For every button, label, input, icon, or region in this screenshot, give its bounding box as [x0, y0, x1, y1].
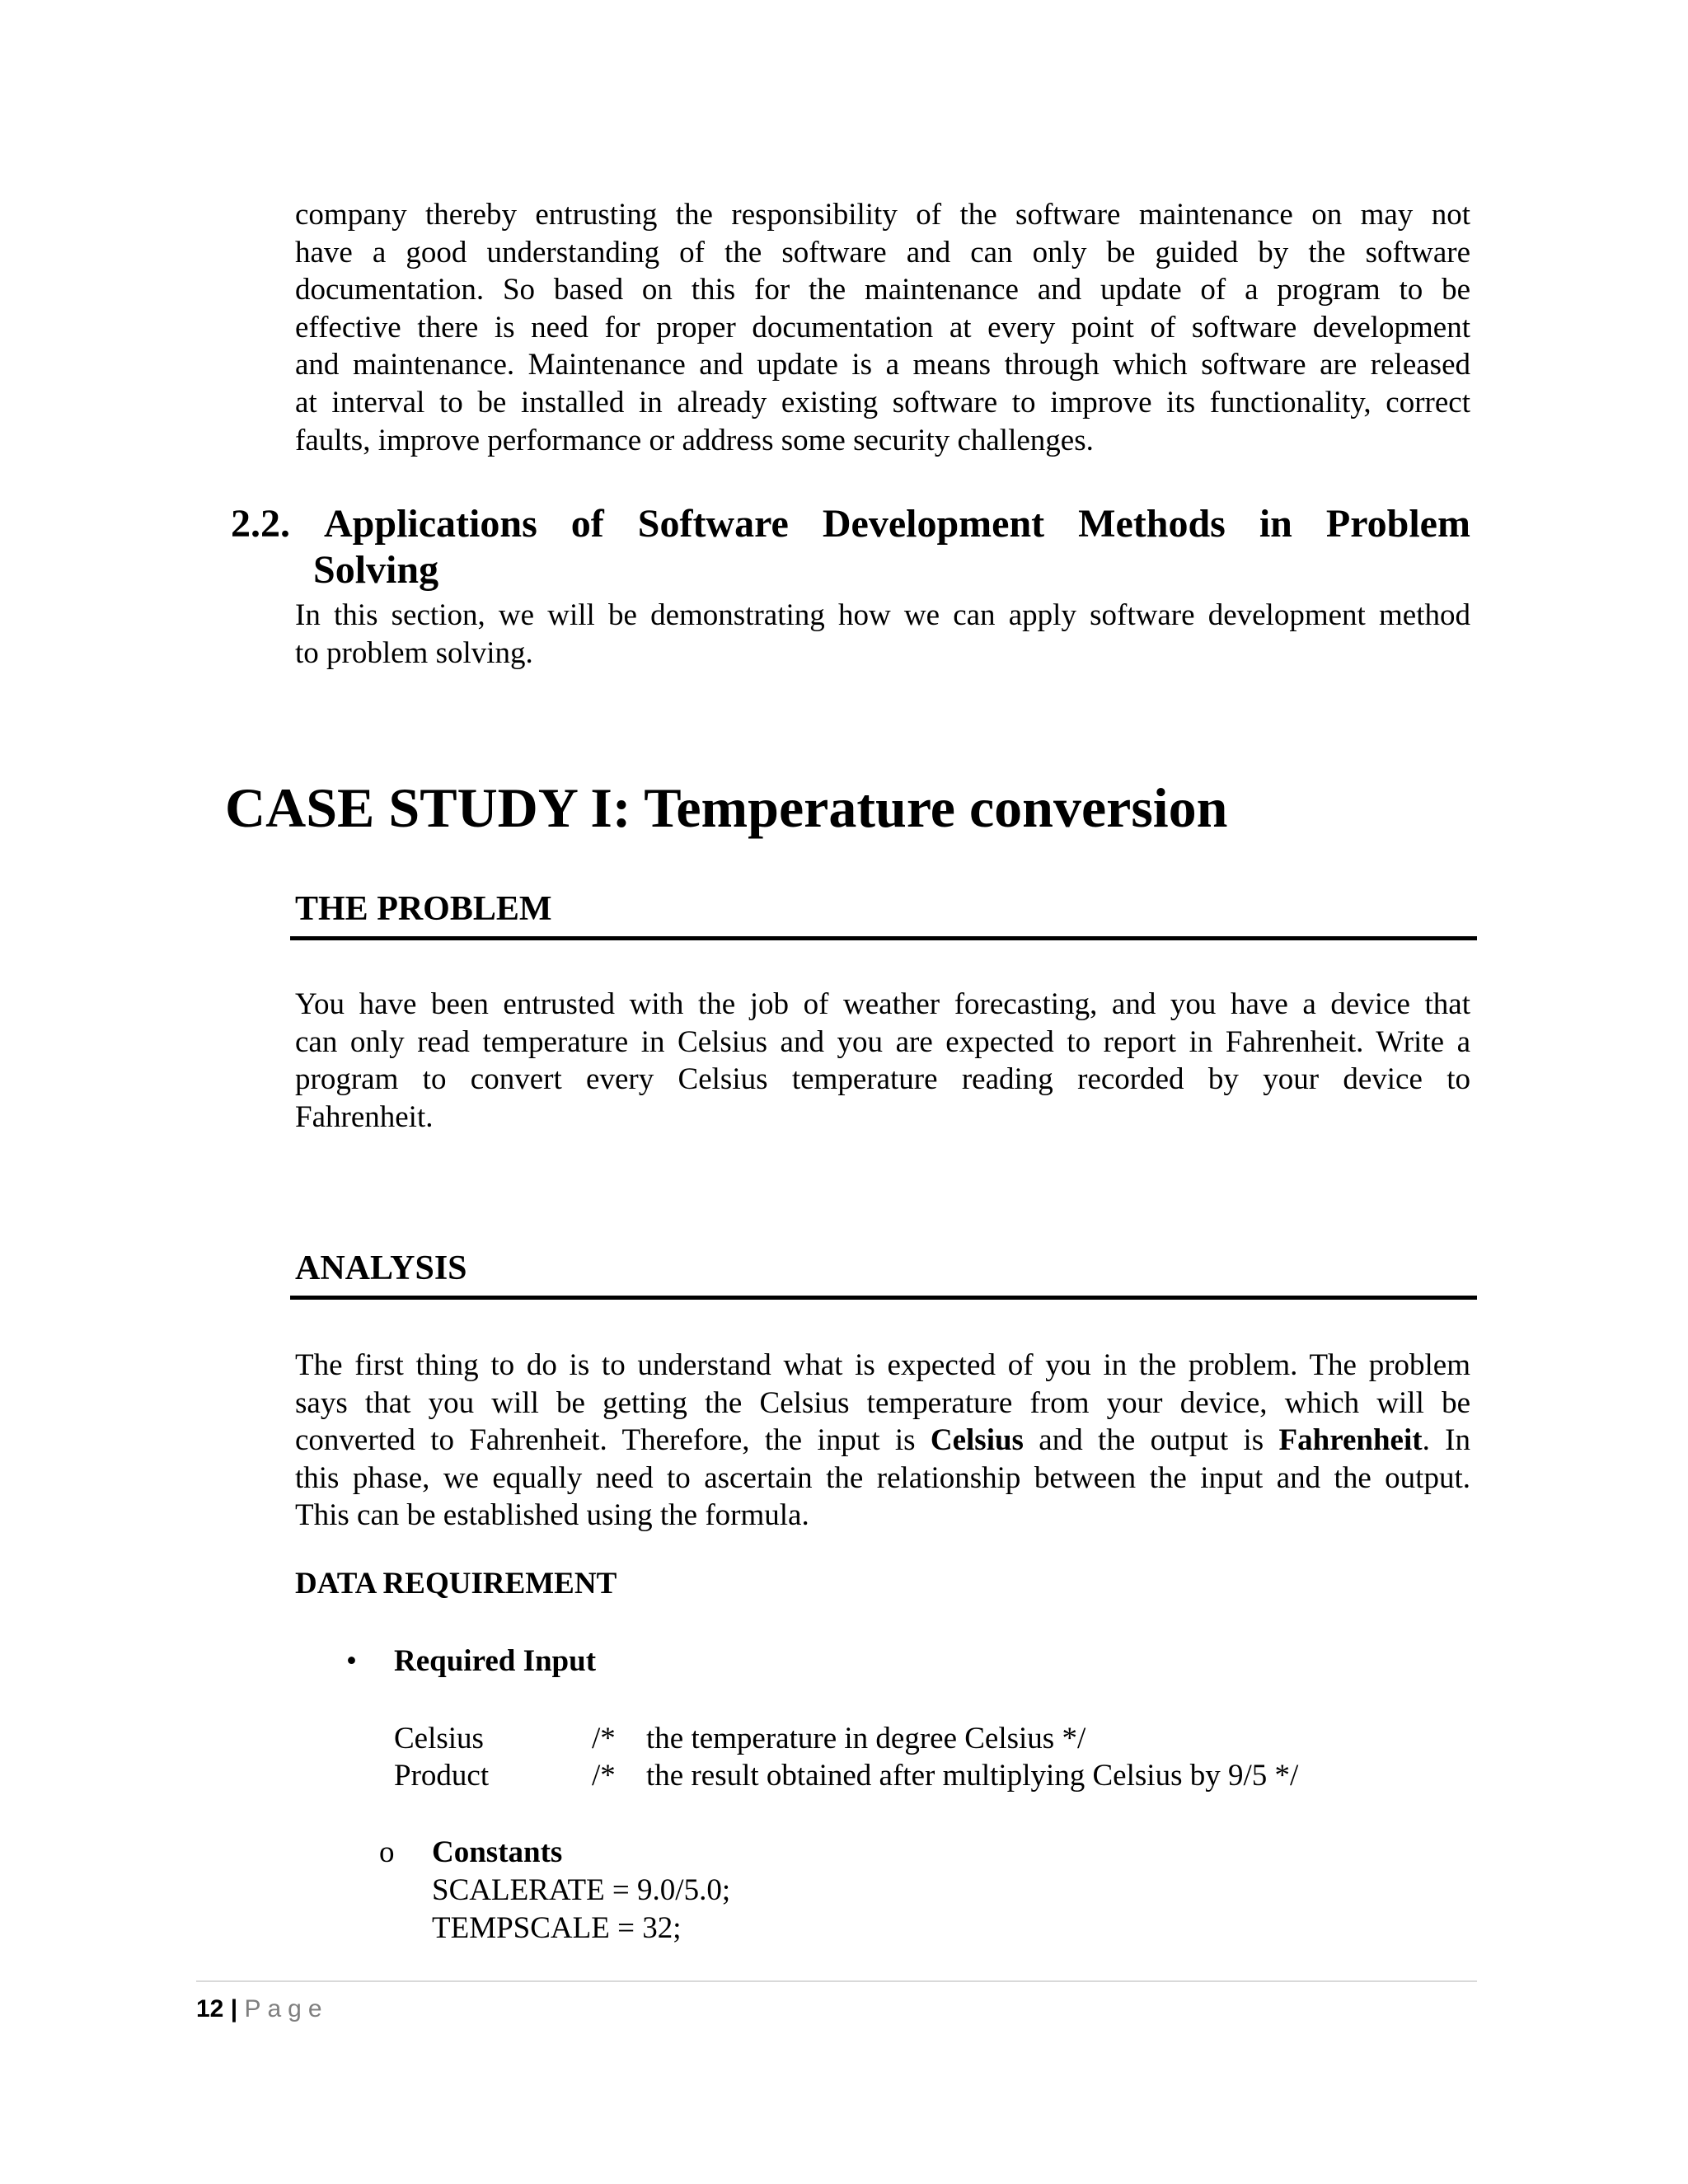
section-body-line: to problem solving. [295, 635, 533, 670]
heading-word: Problem [1325, 502, 1470, 546]
problem-heading-rule [290, 936, 1477, 940]
section-heading-line1 [231, 501, 1470, 547]
heading-word: Applications [324, 502, 537, 546]
heading-word: in [1259, 502, 1292, 546]
intro-line: have a good understanding of the software and can only be guided by the software [295, 235, 1470, 269]
heading-word: Software [637, 502, 789, 546]
page-label: Page [244, 1995, 329, 2022]
analysis-text: . In [1422, 1423, 1470, 1458]
variable-description: the result obtained after multiplying Celsius by 9/5 */ [646, 1759, 1299, 1793]
heading-word: Methods [1078, 502, 1226, 546]
variable-name: Celsius [394, 1722, 484, 1755]
heading-word: Development [822, 502, 1045, 546]
intro-line: and maintenance. Maintenance and update is a means through which software are released [295, 348, 1470, 382]
required-input-label: Required Input [394, 1644, 597, 1678]
footer-separator: | [230, 1995, 238, 2022]
variable-name: Product [394, 1759, 490, 1793]
output-term: Fahrenheit [1278, 1423, 1423, 1458]
comment-open: /* [592, 1722, 616, 1755]
constants-label: Constants [432, 1835, 563, 1869]
analysis-paragraph [295, 1347, 1470, 1535]
constant-value: SCALERATE = 9.0/5.0; [432, 1873, 731, 1907]
intro-line: documentation. So based on this for the maintenance and update of a program to be [295, 273, 1470, 307]
analysis-line [295, 1422, 1470, 1460]
analysis-text: converted to Fahrenheit. Therefore, the input is [295, 1423, 931, 1458]
heading-word: of [570, 502, 604, 546]
section-heading-2-2 [231, 501, 1470, 593]
intro-line: at interval to be installed in already existing software to improve its functionality, correct [295, 385, 1470, 419]
analysis-heading: ANALYSIS [295, 1249, 467, 1287]
intro-paragraph [295, 196, 1470, 459]
section-number: 2.2. [231, 502, 290, 546]
intro-line: faults, improve performance or address some security challenges. [295, 423, 1094, 457]
bullet-icon: • [346, 1644, 357, 1678]
analysis-text: and the output is [1023, 1423, 1279, 1458]
footer-rule [196, 1980, 1477, 1982]
analysis-line: The first thing to do is to understand what is expected of you in the problem. The problem [295, 1348, 1470, 1382]
analysis-line: says that you will be getting the Celsius temperature from your device, which will be [295, 1385, 1470, 1420]
page-number: 12 [196, 1995, 224, 2022]
problem-paragraph [295, 986, 1470, 1136]
comment-open: /* [592, 1759, 616, 1793]
variable-description: the temperature in degree Celsius */ [646, 1722, 1086, 1755]
page-footer [196, 1993, 329, 2026]
problem-line: can only read temperature in Celsius and you are expected to report in Fahrenheit. Write a [295, 1024, 1470, 1059]
problem-line: program to convert every Celsius temperature reading recorded by your device to [295, 1062, 1470, 1097]
problem-heading: THE PROBLEM [295, 890, 552, 928]
problem-line: You have been entrusted with the job of weather forecasting, and you have a device that [295, 987, 1470, 1021]
problem-line: Fahrenheit. [295, 1099, 434, 1134]
intro-line: effective there is need for proper documentation at every point of software development [295, 310, 1470, 344]
section-heading-line2: Solving [313, 548, 439, 592]
input-term: Celsius [930, 1423, 1024, 1458]
analysis-line: This can be established using the formula. [295, 1498, 809, 1533]
section-2-2-body [295, 597, 1470, 672]
analysis-line: this phase, we equally need to ascertain the relationship between the input and the output. [295, 1460, 1470, 1495]
analysis-heading-rule [290, 1296, 1477, 1300]
case-study-title: CASE STUDY I: Temperature conversion [225, 776, 1228, 839]
sub-bullet-icon: o [379, 1835, 395, 1869]
constant-value: TEMPSCALE = 32; [432, 1911, 682, 1945]
data-requirement-heading: DATA REQUIREMENT [295, 1567, 617, 1601]
section-body-line: In this section, we will be demonstrating how we can apply software development method [295, 598, 1470, 632]
intro-line: company thereby entrusting the responsibility of the software maintenance on may not [295, 198, 1470, 232]
